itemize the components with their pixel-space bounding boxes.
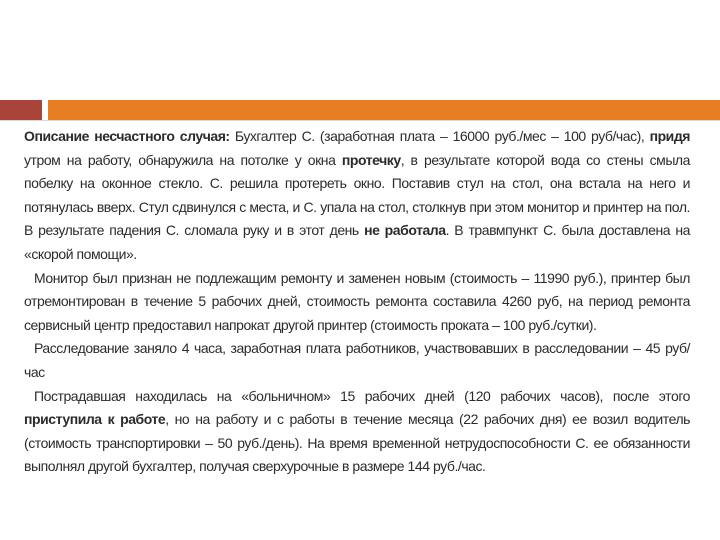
incident-description-paragraph	[24, 125, 690, 267]
incident-emphasis-arrived: придя	[649, 128, 690, 144]
incident-emphasis-leak: протечку	[341, 151, 401, 168]
title-bar-accent-orange	[48, 100, 720, 120]
sick-leave-text-1: Пострадавшая находилась на «больничном» 15 рабочих дней (120 рабочих часов), после этого	[34, 387, 690, 404]
slide-body	[24, 125, 690, 479]
sick-leave-paragraph	[24, 385, 690, 479]
incident-text-3: , в результате которой вода со стены смыла побелку на оконное стекло. С. решила протереть окно. Поставив стул на стол, она встала на него и потянулась вверх. Стул сдвинулся с места, и С. упала на стол, столкнув при этом монитор и принтер на пол. В результате падения С. сломала руку и в этот день	[24, 151, 690, 239]
sick-leave-text-2: , но на работу и с работы в течение месяца (22 рабочих дня) ее возил водитель (стоимость транспортировки – 50 руб./день). На время временной нетрудоспособности С. ее обязанности выполнял другой бухгалтер, получая сверхурочные в размере 144 руб./час.	[24, 411, 691, 475]
incident-text-1: Бухгалтер С. (заработная плата – 16000 руб./мес – 100 руб/час),	[229, 128, 650, 144]
incident-description-label: Описание несчастного случая:	[24, 128, 230, 144]
title-divider	[0, 120, 720, 121]
equipment-damage-paragraph: Монитор был признан не подлежащим ремонту и заменен новым (стоимость – 11990 руб.), принтер был отремонтирован в течение 5 рабочих дней, стоимость ремонта составила 4260 руб, на период ремонта сервисный центр предоставил напрокат другой принтер (стоимость проката – 100 руб./сутки).	[24, 269, 690, 333]
sick-leave-emphasis-returned: приступила к работе	[24, 411, 166, 428]
incident-text-4: . В травмпункт С. была доставлена на «скорой помощи».	[24, 222, 690, 262]
title-bar-accent-red	[0, 100, 42, 120]
investigation-paragraph: Расследование заняло 4 часа, заработная плата работников, участвовавших в расследовании – 45 руб/час	[24, 340, 690, 380]
incident-text-2: утром на работу, обнаружила на потолке у окна	[24, 151, 342, 168]
incident-emphasis-not-working: не работала	[364, 222, 446, 239]
